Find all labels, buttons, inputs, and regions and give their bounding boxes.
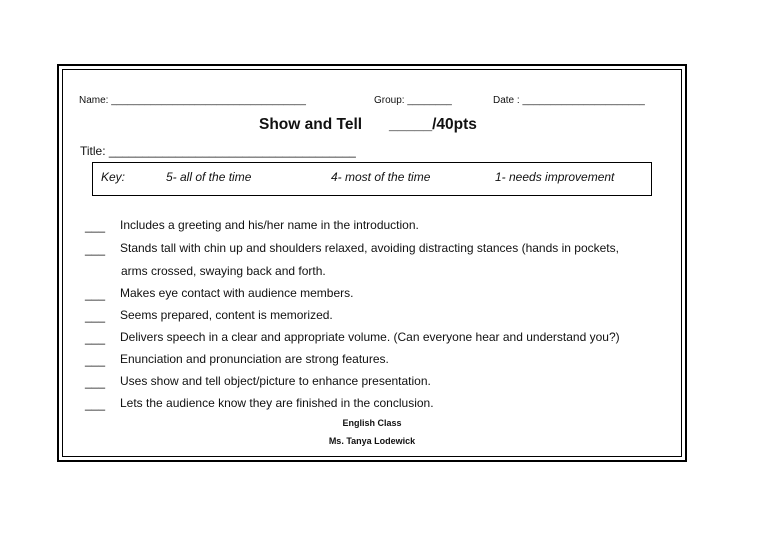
- key-score-4: 4- most of the time: [331, 170, 431, 184]
- criterion-text: Stands tall with chin up and shoulders relaxed, avoiding distracting stances (hands in pockets,: [120, 241, 619, 255]
- key-label: Key:: [101, 170, 126, 184]
- criterion-text: Uses show and tell object/picture to enhance presentation.: [120, 374, 431, 388]
- key-score-1: 1- needs improvement: [495, 170, 615, 184]
- document-title: Show and Tell: [259, 116, 363, 133]
- score-blank: ___: [85, 397, 106, 411]
- key-score-5: 5- all of the time: [166, 170, 252, 184]
- date-field: Date : ______________________: [493, 95, 645, 106]
- title-field: Title: _____________________________________: [80, 144, 356, 158]
- score-blank: ___: [85, 309, 106, 323]
- points-total: _____/40pts: [389, 116, 477, 133]
- footer-class: English Class: [342, 418, 402, 428]
- score-blank: ___: [85, 287, 106, 301]
- rubric-card: [57, 64, 687, 462]
- criterion-text: Enunciation and pronunciation are strong features.: [120, 352, 389, 366]
- score-blank: ___: [85, 375, 106, 389]
- criterion-text: Delivers speech in a clear and appropriate volume. (Can everyone hear and understand you?): [120, 330, 620, 344]
- group-field: Group: ________: [374, 95, 452, 106]
- criterion-text: Includes a greeting and his/her name in the introduction.: [120, 218, 419, 232]
- footer-teacher: Ms. Tanya Lodewick: [328, 436, 416, 446]
- criterion-text-continued: arms crossed, swaying back and forth.: [121, 264, 326, 278]
- score-blank: ___: [85, 219, 106, 233]
- criterion-text: Makes eye contact with audience members.: [120, 286, 354, 300]
- criterion-text: Lets the audience know they are finished in the conclusion.: [120, 396, 434, 410]
- name-field: Name: ___________________________________: [79, 95, 306, 106]
- criterion-text: Seems prepared, content is memorized.: [120, 308, 333, 322]
- score-blank: ___: [85, 331, 106, 345]
- scoring-key: [92, 162, 652, 196]
- score-blank: ___: [85, 353, 106, 367]
- score-blank: ___: [85, 242, 106, 256]
